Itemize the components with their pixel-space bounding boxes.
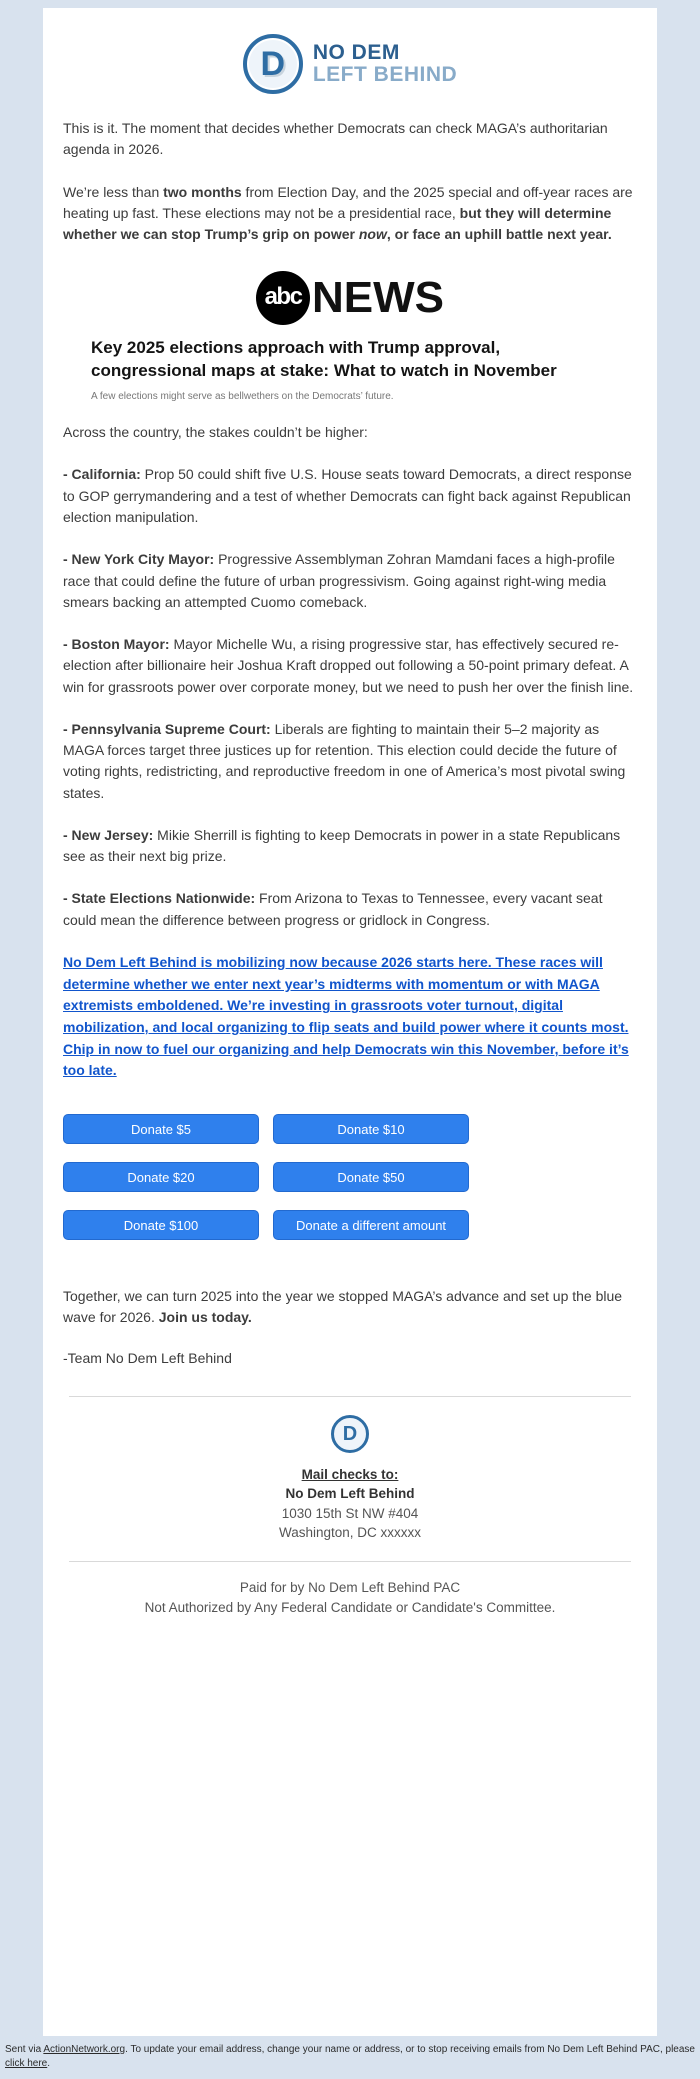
- donation-appeal-link[interactable]: No Dem Left Behind is mobilizing now because 2026 starts here. These races will determine whether we enter next year’s midterms with momentum or with MAGA extremists emboldened. We’re investing in grassroots voter turnout, digital mobilization, and local organizing to flip seats and build power where it counts most. Chip in now to fuel our organizing and help Democrats win this November, before it’s too late.: [63, 953, 629, 1079]
- brand-wordmark: [313, 42, 457, 86]
- footer-logo-monogram: D: [342, 1422, 358, 1445]
- legal-footer: [0, 2036, 700, 2079]
- mail-address-line-1: 1030 15th St NW #404: [281, 1505, 419, 1521]
- mail-org-name: No Dem Left Behind: [285, 1486, 415, 1502]
- brand-line-1: NO DEM: [312, 40, 400, 64]
- paid-for-line-2: Not Authorized by Any Federal Candidate or Candidate's Committee.: [144, 1600, 556, 1616]
- news-article-image[interactable]: [63, 271, 637, 402]
- brand-line-2: LEFT BEHIND: [312, 63, 458, 86]
- stakes-item-state-elections: - State Elections Nationwide: From Arizona to Texas to Tennessee, every vacant seat could mean the difference between progress or gridlock in Congress.: [63, 890, 603, 928]
- signoff: -Team No Dem Left Behind: [63, 1349, 232, 1366]
- mail-checks-block: [63, 1465, 637, 1543]
- stakes-item-boston-mayor: - Boston Mayor: Mayor Michelle Wu, a rising progressive star, has effectively secured re-election after billionaire heir Joshua Kraft dropped out following a 50-point primary defeat. A win for grassroots power over corporate money, but we need to push her over the finish line.: [63, 636, 634, 695]
- sent-via-text: Sent via: [5, 2044, 44, 2055]
- footer-logo-icon: [331, 1415, 369, 1453]
- news-headline: Key 2025 elections approach with Trump approval, congressional maps at stake: What to watch in November: [91, 338, 557, 381]
- news-subheadline: A few elections might serve as bellwethers on the Democrats’ future.: [91, 391, 394, 403]
- donate-50-button[interactable]: Donate $50: [273, 1162, 469, 1192]
- brand-logo[interactable]: [63, 34, 637, 94]
- donate-10-button[interactable]: Donate $10: [273, 1114, 469, 1144]
- divider: [69, 1396, 631, 1397]
- email-body: [43, 8, 657, 2036]
- footer-middle-text: . To update your email address, change your name or address, or to stop receiving emails from No Dem Left Behind PAC, please: [125, 2044, 695, 2055]
- footer-period: .: [47, 2057, 51, 2069]
- actionnetwork-link[interactable]: ActionNetwork.org: [43, 2044, 126, 2055]
- stakes-item-california: - California: Prop 50 could shift five U.S. House seats toward Democrats, a direct response to GOP gerrymandering and a test of whether Democrats can fight back against Republican election manipulation.: [63, 466, 632, 525]
- donate-20-button[interactable]: Donate $20: [63, 1162, 259, 1192]
- donate-custom-amount-button[interactable]: Donate a different amount: [273, 1210, 469, 1240]
- brand-monogram: D: [260, 45, 286, 83]
- donate-100-button[interactable]: Donate $100: [63, 1210, 259, 1240]
- click-here-link[interactable]: click here: [5, 2057, 48, 2069]
- stakes-item-nyc-mayor: - New York City Mayor: Progressive Assemblyman Zohran Mamdani faces a high-profile race that could define the future of urban progressivism. Going against right-wing media smears backing an attempted Cuomo comeback.: [63, 551, 615, 610]
- abc-news-logo: [63, 271, 637, 325]
- stakes-item-new-jersey: - New Jersey: Mikie Sherrill is fighting to keep Democrats in power in a state Republicans see as their next big prize.: [63, 826, 621, 865]
- paid-for-line-1: Paid for by No Dem Left Behind PAC: [239, 1579, 461, 1595]
- paid-for-block: [63, 1578, 637, 1619]
- abc-circle-icon: abc: [256, 271, 310, 325]
- abc-news-wordmark: NEWS: [312, 273, 444, 323]
- intro-paragraph-2: We’re less than two months from Election Day, and the 2025 special and off-year races are heating up fast. These elections may not be a presidential race, but they will determine whether we can stop Trump’s grip on power now, or face an uphill battle next year.: [63, 183, 633, 243]
- donate-button-grid: [63, 1114, 469, 1240]
- stakes-item-pa-supreme-court: - Pennsylvania Supreme Court: Liberals are fighting to maintain their 5–2 majority as MAGA forces target three justices up for retention. This election could decide the future of voting rights, redistricting, and reproductive freedom in one of America’s most pivotal swing states.: [63, 720, 626, 801]
- intro-paragraph-1: This is it. The moment that decides whether Democrats can check MAGA’s authoritarian agenda in 2026.: [63, 120, 608, 158]
- footer-logo: [63, 1415, 637, 1453]
- divider: [69, 1561, 631, 1562]
- mail-checks-label: Mail checks to:: [301, 1466, 399, 1482]
- stakes-intro: Across the country, the stakes couldn’t be higher:: [63, 424, 368, 441]
- brand-logo-icon: [243, 34, 303, 94]
- mail-address-line-2: Washington, DC xxxxxx: [278, 1525, 422, 1541]
- donate-5-button[interactable]: Donate $5: [63, 1114, 259, 1144]
- closing-paragraph: Together, we can turn 2025 into the year we stopped MAGA’s advance and set up the blue wave for 2026. Join us today.: [63, 1288, 623, 1326]
